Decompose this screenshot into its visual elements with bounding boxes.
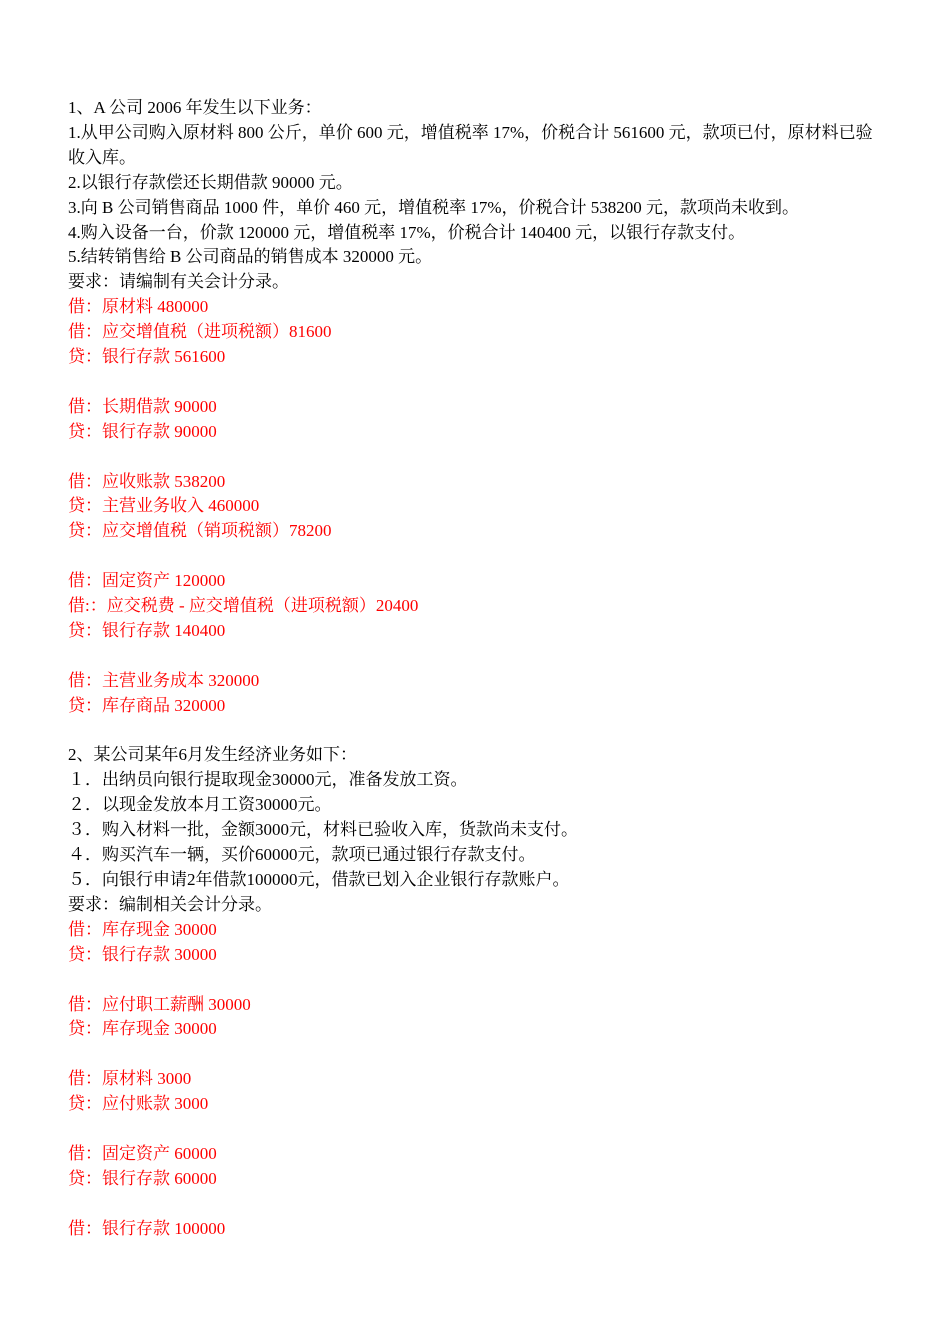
q1-entry-4-line-1: 借：固定资产 120000 (68, 571, 226, 591)
q1-entry-3-line-1: 借：应收账款 538200 (68, 471, 226, 491)
q1-entry-1-line-1: 借：原材料 480000 (68, 297, 209, 317)
q2-item-2: ２．以现金发放本月工资30000元。 (68, 795, 332, 815)
q1-item-4: 4.购入设备一台，价款 120000 元，增值税率 17%，价税合计 140400 元，以银行存款支付。 (68, 222, 746, 242)
q2-item-3: ３．购入材料一批，金额3000元，材料已验收入库，货款尚未支付。 (68, 820, 578, 840)
spacer (68, 719, 888, 744)
spacer (68, 1117, 888, 1142)
q2-item-5: ５．向银行申请2年借款100000元，借款已划入企业银行存款账户。 (68, 870, 570, 890)
q1-entry-5-line-2: 贷：库存商品 320000 (68, 695, 226, 715)
q1-entry-5-line-1: 借：主营业务成本 320000 (68, 670, 260, 690)
q1-item-1: 1.从甲公司购入原材料 800 公斤，单价 600 元，增值税率 17%，价税合计 561600 元，款项已付，原材料已验收入库。 (68, 122, 873, 167)
q2-entry-3-line-2: 贷：应付账款 3000 (68, 1094, 209, 1114)
document-page (68, 96, 888, 1242)
spacer (68, 644, 888, 669)
q2-entry-3-line-1: 借：原材料 3000 (68, 1069, 192, 1089)
q2-entry-1-line-2: 贷：银行存款 30000 (68, 944, 217, 964)
q1-title: 1、A 公司 2006 年发生以下业务： (68, 98, 322, 117)
spacer (68, 1042, 888, 1067)
q2-title: 2、某公司某年6月发生经济业务如下： (68, 745, 357, 765)
q1-entry-3-line-3: 贷：应交增值税（销项税额）78200 (68, 521, 332, 541)
q2-item-1: １．出纳员向银行提取现金30000元，准备发放工资。 (68, 770, 468, 790)
q2-entry-4-line-1: 借：固定资产 60000 (68, 1143, 217, 1163)
q2-entry-2-line-1: 借：应付职工薪酬 30000 (68, 994, 251, 1014)
q1-entry-4-line-2: 借:：应交税费 - 应交增值税（进项税额）20400 (68, 596, 419, 616)
q1-entry-2-line-1: 借：长期借款 90000 (68, 396, 217, 416)
q1-entry-1-line-3: 贷：银行存款 561600 (68, 347, 226, 367)
q1-item-5: 5.结转销售给 B 公司商品的销售成本 320000 元。 (68, 247, 433, 267)
q2-item-4: ４．购买汽车一辆，买价60000元，款项已通过银行存款支付。 (68, 845, 536, 865)
q1-entry-2-line-2: 贷：银行存款 90000 (68, 421, 217, 441)
q2-entry-1-line-1: 借：库存现金 30000 (68, 919, 217, 939)
q1-requirement: 要求：请编制有关会计分录。 (68, 272, 289, 292)
spacer (68, 544, 888, 569)
q1-entry-3-line-2: 贷：主营业务收入 460000 (68, 496, 260, 516)
q2-entry-4-line-2: 贷：银行存款 60000 (68, 1168, 217, 1188)
q1-item-3: 3.向 B 公司销售商品 1000 件，单价 460 元，增值税率 17%，价税合计 538200 元，款项尚未收到。 (68, 197, 799, 217)
spacer (68, 370, 888, 395)
spacer (68, 445, 888, 470)
q2-entry-5-line-1: 借：银行存款 100000 (68, 1218, 226, 1238)
q1-entry-1-line-2: 借：应交增值税（进项税额）81600 (68, 322, 332, 342)
q2-entry-2-line-2: 贷：库存现金 30000 (68, 1019, 217, 1039)
spacer (68, 1192, 888, 1217)
q1-entry-4-line-3: 贷：银行存款 140400 (68, 620, 226, 640)
spacer (68, 968, 888, 993)
q2-requirement: 要求：编制相关会计分录。 (68, 894, 272, 914)
q1-item-2: 2.以银行存款偿还长期借款 90000 元。 (68, 172, 353, 192)
